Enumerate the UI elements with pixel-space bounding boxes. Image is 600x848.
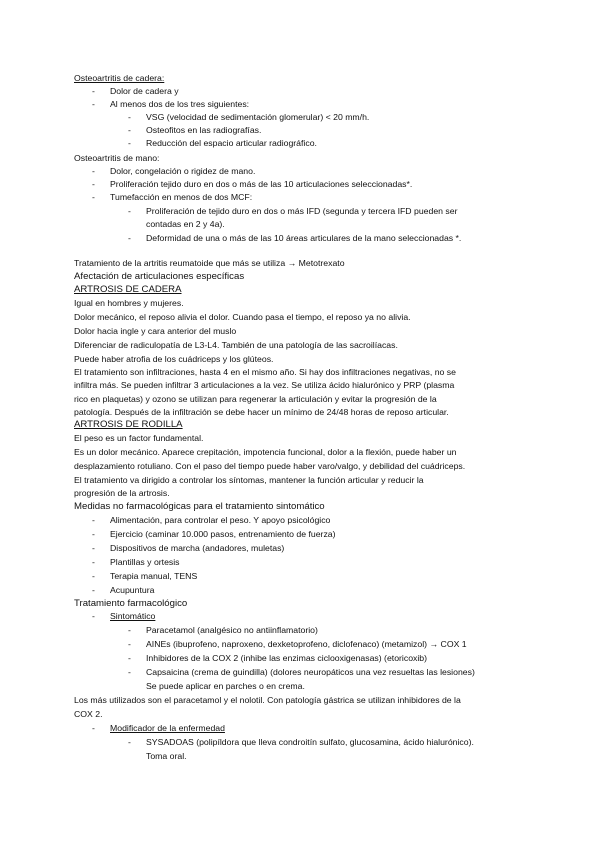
bullet-dash: -: [92, 557, 95, 567]
list-item: Alimentación, para controlar el peso. Y apoyo psicológico: [110, 515, 331, 525]
paragraph-line: El tratamiento va dirigido a controlar los síntomas, mantener la función articular y reducir la: [74, 475, 424, 485]
artrosis-rodilla-title: ARTROSIS DE RODILLA: [74, 419, 183, 430]
bullet-dash: -: [92, 99, 95, 109]
sub-list-item: SYSADOAS (polipíldora que lleva condroitín sulfato, glucosamina, ácido hialurónico).: [146, 737, 474, 747]
list-item: Plantillas y ortesis: [110, 557, 180, 567]
sub-list-item-continuation: Toma oral.: [146, 751, 187, 761]
bullet-dash: -: [92, 166, 95, 176]
list-item: Proliferación tejido duro en dos o más de las 10 articulaciones seleccionadas*.: [110, 179, 413, 189]
paragraph-line: Diferenciar de radiculopatía de L3-L4. También de una patología de las sacroilíacas.: [74, 340, 398, 350]
bullet-dash: -: [92, 611, 95, 621]
sub-list-item: Capsaicina (crema de guindilla) (dolores neuropáticos una vez resueltas las lesiones): [146, 667, 475, 677]
bullet-dash: -: [128, 112, 131, 122]
bullet-dash: -: [92, 571, 95, 581]
section-title-osteoartritis-cadera: Osteoartritis de cadera:: [74, 73, 165, 83]
artritis-reumatoide-line: Tratamiento de la artritis reumatoide que más se utiliza → Metotrexato: [74, 258, 345, 268]
list-item: Dispositivos de marcha (andadores, muletas): [110, 543, 285, 553]
paragraph-line: Es un dolor mecánico. Aparece crepitación, impotencia funcional, dolor a la flexión, puede haber un: [74, 447, 457, 457]
medidas-title: Medidas no farmacológicas para el tratamiento sintomático: [74, 501, 325, 512]
sintomatico-label: Sintomático: [110, 611, 156, 621]
list-item: Dolor, congelación o rigidez de mano.: [110, 166, 256, 176]
paragraph-line: COX 2.: [74, 709, 103, 719]
sub-list-item: Reducción del espacio articular radiográfico.: [146, 138, 317, 148]
bullet-dash: -: [128, 138, 131, 148]
paragraph-line: Los más utilizados son el paracetamol y el nolotil. Con patología gástrica se utilizan inhibidores de la: [74, 695, 461, 705]
sub-list-item: Osteofitos en las radiografías.: [146, 125, 262, 135]
paragraph-line: rico en plaquetas) y ozono se utilizan para regenerar la articulación y evitar la progresión de la: [74, 394, 437, 404]
artrosis-cadera-title: ARTROSIS DE CADERA: [74, 284, 182, 295]
sub-list-item: VSG (velocidad de sedimentación glomerular) < 20 mm/h.: [146, 112, 370, 122]
sub-list-item-continuation: contadas en 2 y 4a).: [146, 219, 225, 229]
bullet-dash: -: [128, 206, 131, 216]
bullet-dash: -: [128, 737, 131, 747]
bullet-dash: -: [92, 543, 95, 553]
bullet-dash: -: [128, 639, 131, 649]
paragraph-line: infiltra más. Se pueden infiltrar 3 articulaciones a la vez. Se utiliza ácido hialurónico y PRP (plasma: [74, 380, 455, 390]
paragraph-line: Dolor hacia ingle y cara anterior del muslo: [74, 326, 237, 336]
bullet-dash: -: [92, 585, 95, 595]
sub-list-item: Paracetamol (analgésico no antiinflamatorio): [146, 625, 318, 635]
bullet-dash: -: [128, 125, 131, 135]
list-item: Dolor de cadera y: [110, 86, 179, 96]
list-item: Terapia manual, TENS: [110, 571, 198, 581]
paragraph-line: Igual en hombres y mujeres.: [74, 298, 184, 308]
bullet-dash: -: [92, 529, 95, 539]
paragraph-line: Dolor mecánico, el reposo alivia el dolor. Cuando pasa el tiempo, el reposo ya no alivia.: [74, 312, 411, 322]
bullet-dash: -: [92, 723, 95, 733]
sub-list-item: Inhibidores de la COX 2 (inhibe las enzimas ciclooxigenasas) (etoricoxib): [146, 653, 428, 663]
list-item: Acupuntura: [110, 585, 155, 595]
list-item: Ejercicio (caminar 10.000 pasos, entrenamiento de fuerza): [110, 529, 336, 539]
sub-list-item: AINEs (ibuprofeno, naproxeno, dexketoprofeno, diclofenaco) (metamizol) → COX 1: [146, 639, 467, 649]
farmacologico-title: Tratamiento farmacológico: [74, 598, 188, 609]
afectacion-title: Afectación de articulaciones específicas: [74, 271, 245, 282]
section-title-osteoartritis-mano: Osteoartritis de mano:: [74, 153, 160, 163]
paragraph-line: progresión de la artrosis.: [74, 488, 170, 498]
bullet-dash: -: [128, 233, 131, 243]
paragraph-line: patología. Después de la infiltración se debe hacer un mínimo de 24/48 horas de reposo articular.: [74, 407, 449, 417]
paragraph-line: El tratamiento son infiltraciones, hasta 4 en el mismo año. Si hay dos infiltraciones negativas, no se: [74, 367, 456, 377]
bullet-dash: -: [92, 515, 95, 525]
paragraph-line: El peso es un factor fundamental.: [74, 433, 204, 443]
list-item: Tumefacción en menos de dos MCF:: [110, 192, 253, 202]
bullet-dash: -: [92, 192, 95, 202]
bullet-dash: -: [128, 653, 131, 663]
paragraph-line: Puede haber atrofia de los cuádriceps y los glúteos.: [74, 354, 274, 364]
paragraph-line: desplazamiento rotuliano. Con el paso del tiempo puede haber varo/valgo, y debilidad del cuádriceps.: [74, 461, 466, 471]
modificador-label: Modificador de la enfermedad: [110, 723, 225, 733]
bullet-dash: -: [128, 667, 131, 677]
list-item: Al menos dos de los tres siguientes:: [110, 99, 250, 109]
sub-list-item: Deformidad de una o más de las 10 áreas articulares de la mano seleccionadas *.: [146, 233, 462, 243]
bullet-dash: -: [92, 86, 95, 96]
sub-list-item-continuation: Se puede aplicar en parches o en crema.: [146, 681, 305, 691]
bullet-dash: -: [92, 179, 95, 189]
bullet-dash: -: [128, 625, 131, 635]
sub-list-item: Proliferación de tejido duro en dos o más IFD (segunda y tercera IFD pueden ser: [146, 206, 458, 216]
